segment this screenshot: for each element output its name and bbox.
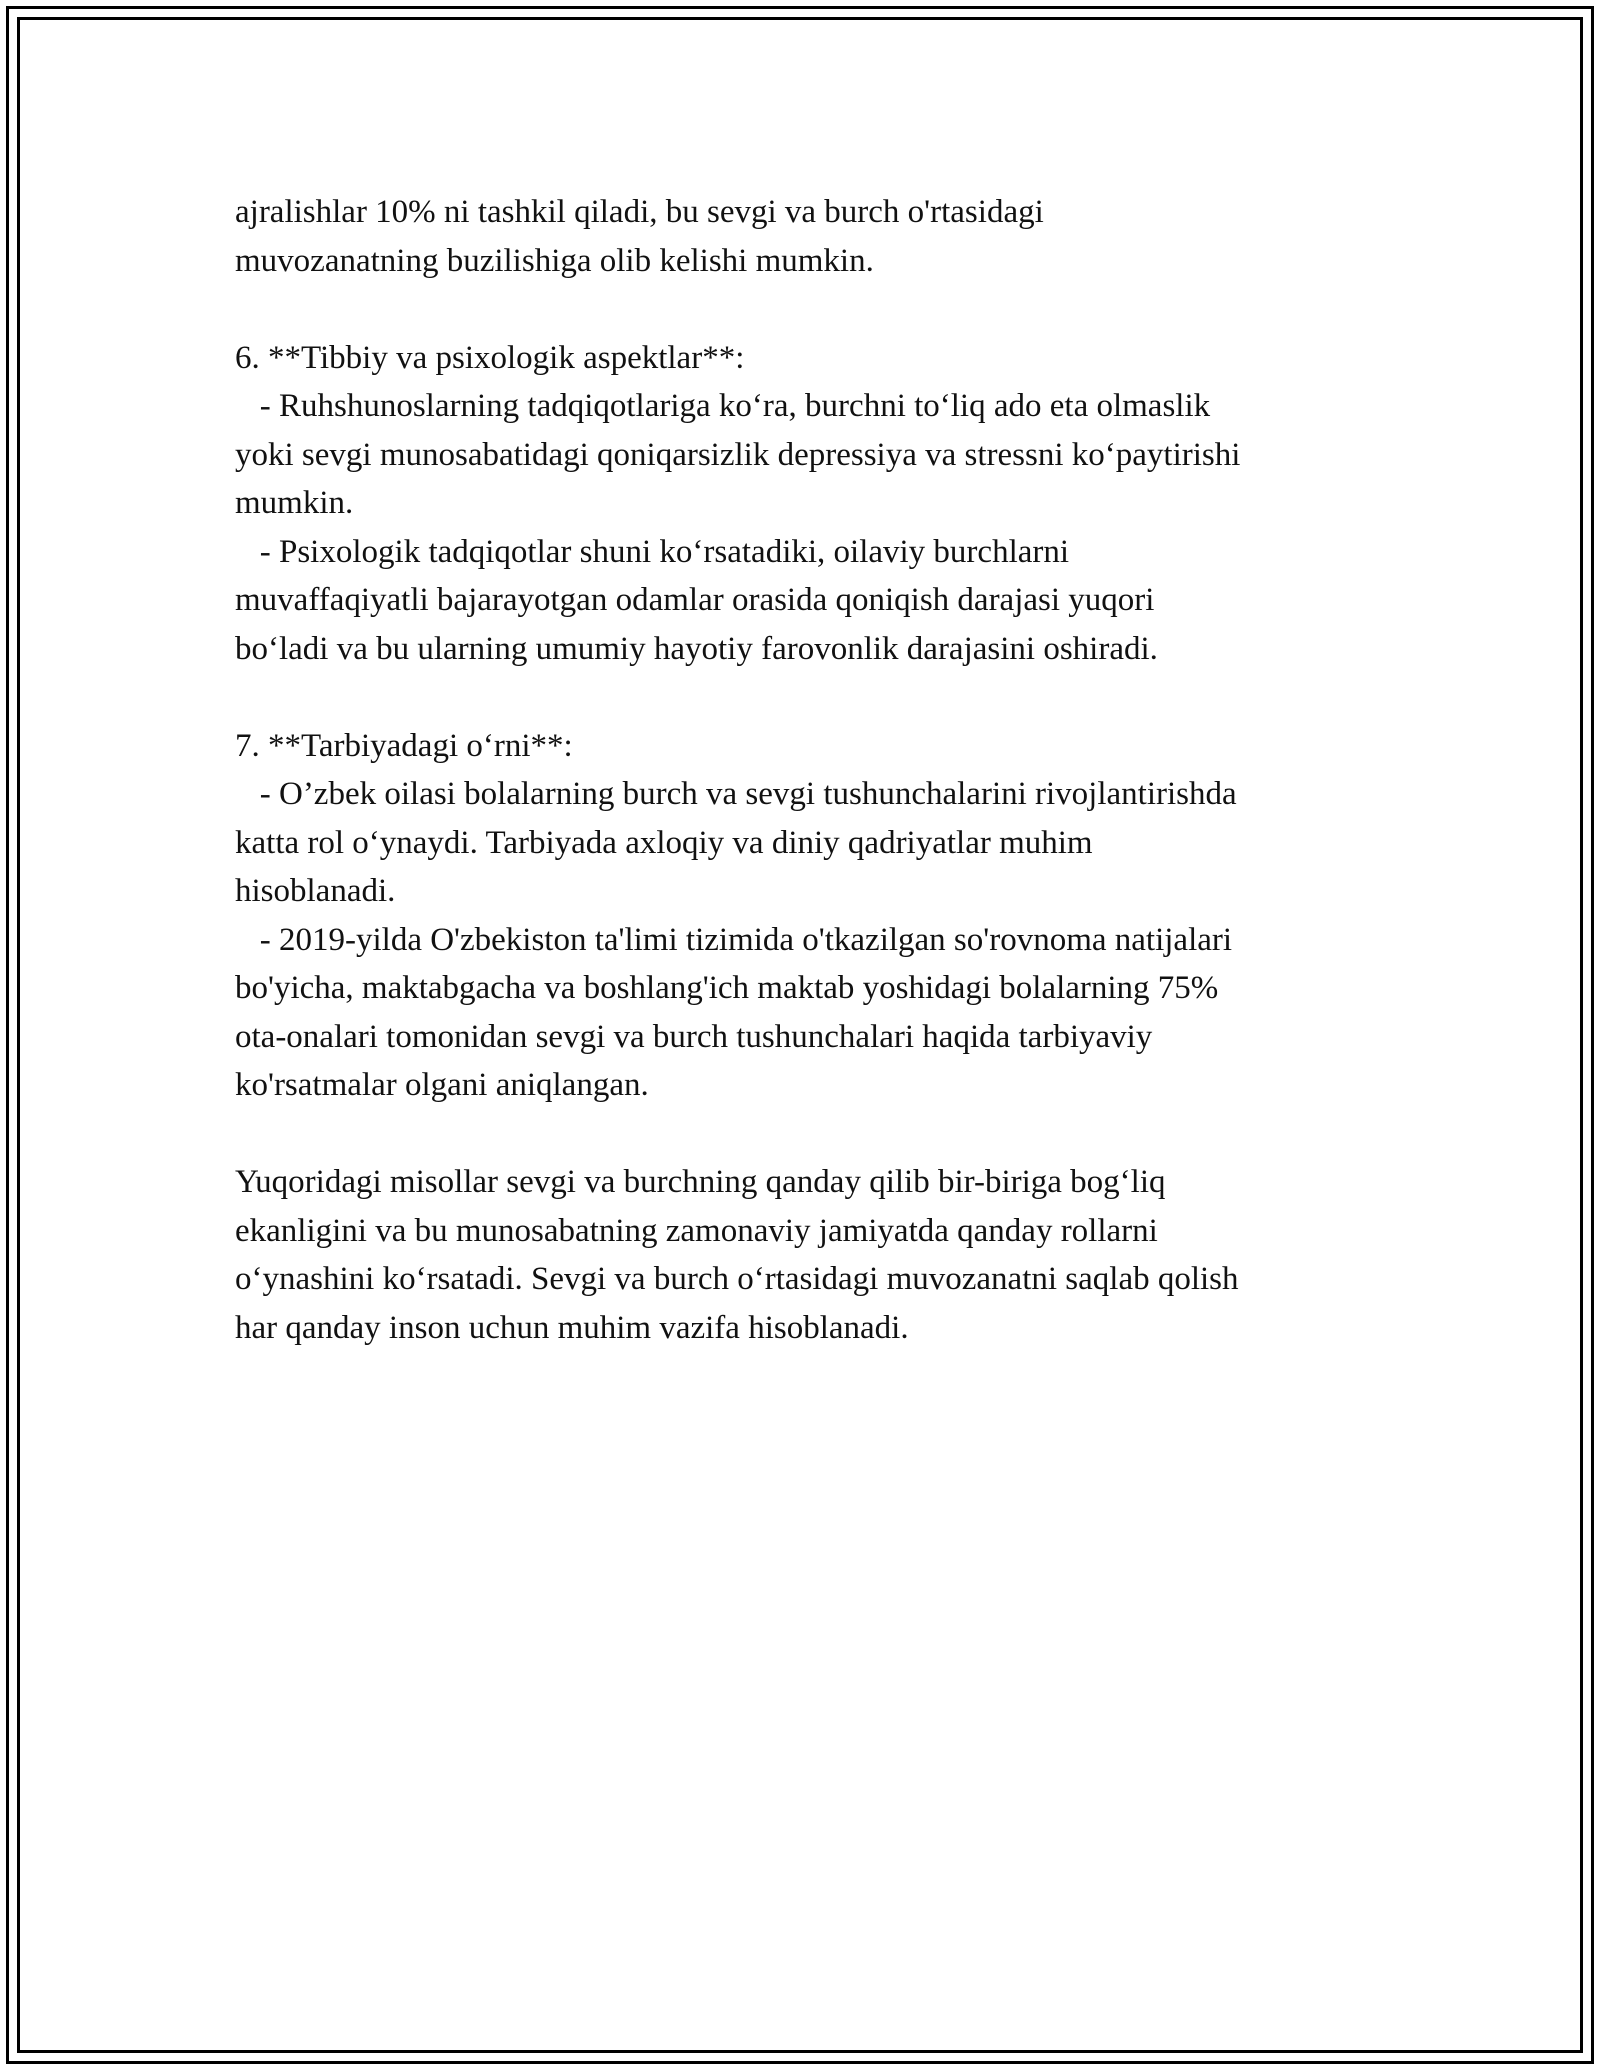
text-line: ajralishlar 10% ni tashkil qiladi, bu sevgi va burch o'rtasidagi (235, 194, 1044, 230)
section-7 (235, 722, 1380, 1110)
text-line: katta rol o‘ynaydi. Tarbiyada axloqiy va diniy qadriyatlar muhim (235, 824, 1093, 861)
paragraph-gap (235, 1110, 1380, 1159)
text-line: mumkin. (235, 485, 354, 521)
text-line: Yuqoridagi misollar sevgi va burchning qanday qilib bir-biriga bog‘liq (235, 1164, 1166, 1200)
text-line: muvozanatning buzilishiga olib kelishi mumkin. (235, 242, 874, 279)
text-line: hisoblanadi. (235, 873, 396, 909)
text-line: o‘ynashini ko‘rsatadi. Sevgi va burch o‘rtasidagi muvozanatni saqlab qolish (235, 1261, 1239, 1297)
text-line: - Ruhshunoslarning tadqiqotlariga ko‘ra, burchni to‘liq ado eta olmaslik (235, 388, 1211, 424)
text-line: - O’zbek oilasi bolalarning burch va sevgi tushunchalarini rivojlantirishda (235, 776, 1237, 812)
section-6-heading: 6. **Tibbiy va psixologik aspektlar**: (235, 339, 745, 376)
text-line: ota-onalari tomonidan sevgi va burch tushunchalari haqida tarbiyaviy (235, 1018, 1153, 1055)
section-6-item-2 (235, 528, 1380, 674)
section-7-item-2 (235, 916, 1380, 1110)
paragraph-gap (235, 673, 1380, 722)
section-7-item-1 (235, 770, 1380, 916)
intro-paragraph (235, 188, 1380, 285)
section-7-heading: 7. **Tarbiyadagi o‘rni**: (235, 727, 573, 764)
document-body (235, 188, 1380, 1352)
conclusion-paragraph (235, 1158, 1380, 1352)
text-line: ko'rsatmalar olgani aniqlangan. (235, 1067, 649, 1103)
text-line: - Psixologik tadqiqotlar shuni ko‘rsatadiki, oilaviy burchlarni (235, 533, 1070, 570)
text-line: bo'yicha, maktabgacha va boshlang'ich maktab yoshidagi bolalarning 75% (235, 970, 1219, 1006)
text-line: ekanligini va bu munosabatning zamonaviy jamiyatda qanday rollarni (235, 1212, 1158, 1249)
text-line: bo‘ladi va bu ularning umumiy hayotiy farovonlik darajasini oshiradi. (235, 630, 1158, 667)
text-line: muvaffaqiyatli bajarayotgan odamlar orasida qoniqish darajasi yuqori (235, 582, 1155, 618)
section-6-item-1 (235, 382, 1380, 528)
section-6 (235, 334, 1380, 674)
text-line: - 2019-yilda O'zbekiston ta'limi tizimida o'tkazilgan so'rovnoma natijalari (235, 921, 1233, 958)
paragraph-gap (235, 285, 1380, 334)
text-line: yoki sevgi munosabatidagi qoniqarsizlik depressiya va stressni ko‘paytirishi (235, 436, 1241, 473)
text-line: har qanday inson uchun muhim vazifa hisoblanadi. (235, 1309, 909, 1346)
